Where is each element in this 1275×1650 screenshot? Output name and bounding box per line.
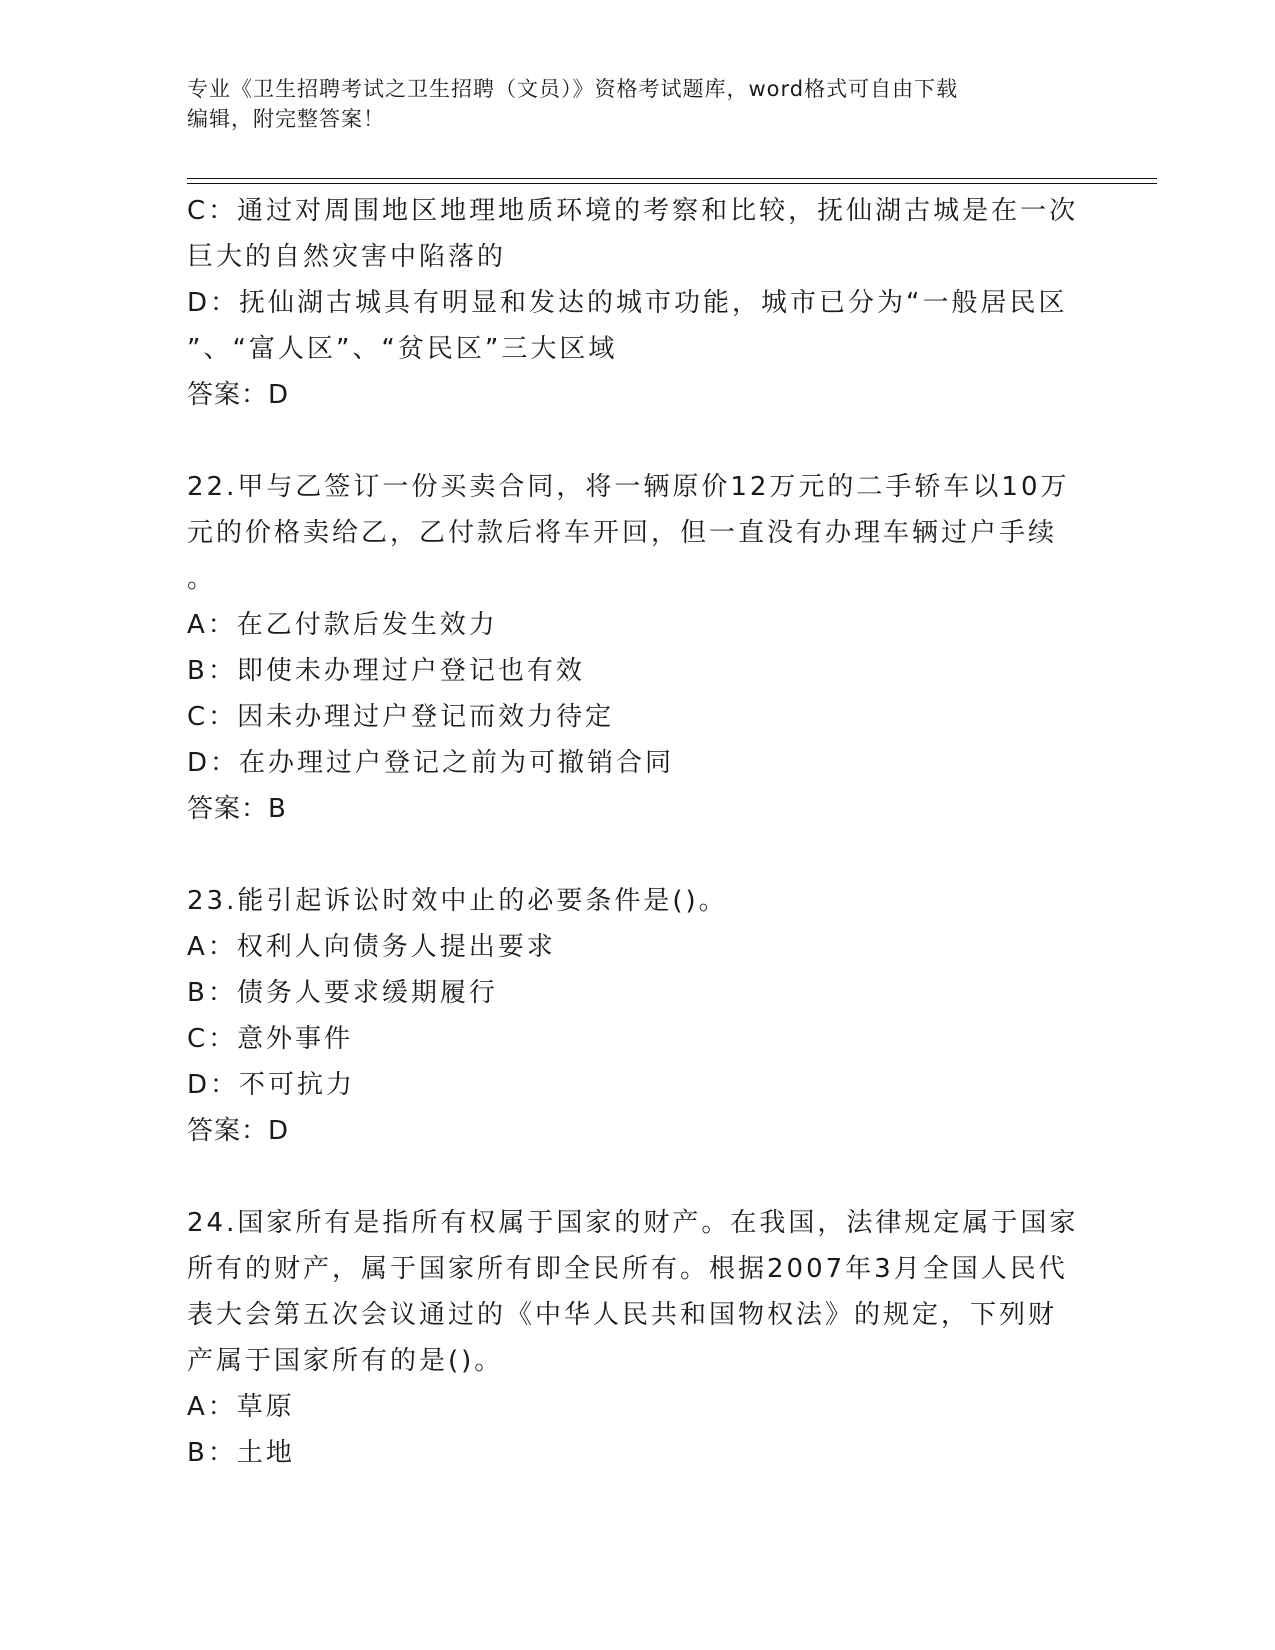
- question-stem-end: 。: [187, 564, 217, 594]
- question-content: [187, 188, 1087, 1476]
- question-stem-continued: 所有的财产，属于国家所有即全民所有。根据2007年3月全国人民代: [187, 1254, 1068, 1284]
- question-stem: 24.国家所有是指所有权属于国家的财产。在我国，法律规定属于国家: [187, 1208, 1079, 1238]
- question-23: [187, 878, 1087, 1154]
- question-stem: 23.能引起诉讼时效中止的必要条件是()。: [187, 886, 728, 916]
- option-a: A：权利人向债务人提出要求: [187, 932, 556, 962]
- question-stem-end: 产属于国家所有的是()。: [187, 1346, 504, 1376]
- option-b: B：土地: [187, 1438, 295, 1468]
- answer-label: 答案：B: [187, 794, 287, 824]
- header-divider-bottom: [187, 183, 1157, 184]
- option-d: D：抚仙湖古城具有明显和发达的城市功能，城市已分为“一般居民区: [187, 288, 1068, 318]
- option-a: A：草原: [187, 1392, 295, 1422]
- answer-label: 答案：D: [187, 1116, 290, 1146]
- header-subtitle-line: 编辑，附完整答案！: [187, 107, 385, 131]
- option-a: A：在乙付款后发生效力: [187, 610, 498, 640]
- option-d: D：在办理过户登记之前为可撤销合同: [187, 748, 675, 778]
- option-b: B：债务人要求缓期履行: [187, 978, 498, 1008]
- question-stem: 22.甲与乙签订一份买卖合同，将一辆原价12万元的二手轿车以10万: [187, 472, 1070, 502]
- document-header: [187, 74, 1067, 134]
- spacer: [187, 832, 1087, 878]
- spacer: [187, 418, 1087, 464]
- question-22: [187, 464, 1087, 832]
- option-d-continued: ”、“富人区”、“贫民区”三大区域: [187, 334, 618, 364]
- option-c-continued: 巨大的自然灾害中陷落的: [187, 242, 507, 272]
- header-title-line: 专业《卫生招聘考试之卫生招聘（文员）》资格考试题库，word格式可自由下载: [187, 77, 959, 101]
- option-b: B：即使未办理过户登记也有效: [187, 656, 585, 686]
- option-d: D：不可抗力: [187, 1070, 356, 1100]
- question-24: [187, 1200, 1087, 1476]
- answer-label: 答案：D: [187, 380, 290, 410]
- spacer: [187, 1154, 1087, 1200]
- option-c: C：通过对周围地区地理地质环境的考察和比较，抚仙湖古城是在一次: [187, 196, 1079, 226]
- option-c: C：意外事件: [187, 1024, 354, 1054]
- question-stem-continued: 表大会第五次会议通过的《中华人民共和国物权法》的规定，下列财: [187, 1300, 1058, 1330]
- option-c: C：因未办理过户登记而效力待定: [187, 702, 615, 732]
- question-21: [187, 188, 1087, 418]
- question-stem-continued: 元的价格卖给乙，乙付款后将车开回，但一直没有办理车辆过户手续: [187, 518, 1058, 548]
- header-divider-top: [187, 178, 1157, 179]
